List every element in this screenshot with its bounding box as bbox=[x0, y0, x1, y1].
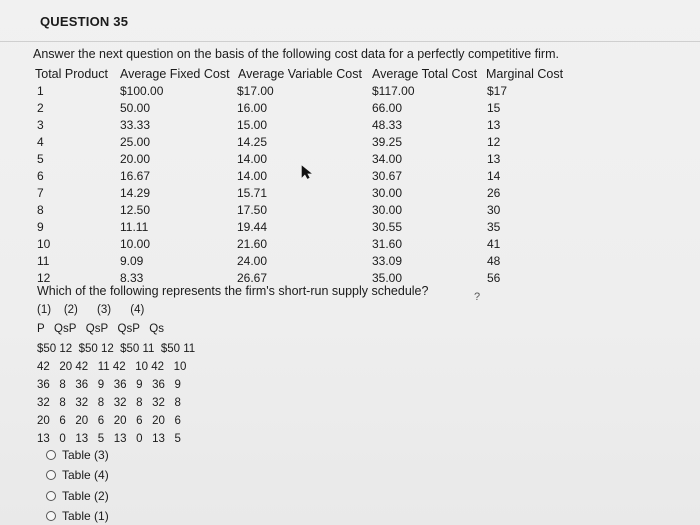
mouse-pointer-icon bbox=[301, 165, 313, 179]
cell-afc: 10.00 bbox=[120, 237, 151, 251]
question-title: QUESTION 35 bbox=[40, 14, 129, 29]
option-table-3[interactable] bbox=[46, 448, 109, 462]
schedule-line: 36 8 36 9 36 9 36 9 bbox=[37, 379, 181, 391]
schedule-line: 13 0 13 5 13 0 13 5 bbox=[37, 433, 181, 445]
cell-tp: 10 bbox=[37, 237, 51, 251]
cell-mc: 35 bbox=[487, 220, 501, 234]
header-atc: Average Total Cost bbox=[372, 67, 478, 81]
cell-tp: 7 bbox=[37, 186, 44, 200]
cell-mc: 13 bbox=[487, 118, 501, 132]
cell-mc: 14 bbox=[487, 169, 501, 183]
table-row bbox=[0, 84, 700, 101]
table-row bbox=[0, 254, 700, 271]
cell-afc: 25.00 bbox=[120, 135, 151, 149]
radio-button[interactable] bbox=[46, 450, 56, 460]
cell-tp: 12 bbox=[37, 271, 51, 285]
cell-atc: 33.09 bbox=[372, 254, 403, 268]
cell-afc: 20.00 bbox=[120, 152, 151, 166]
cell-afc: 12.50 bbox=[120, 203, 151, 217]
cell-atc: 35.00 bbox=[372, 271, 403, 285]
cell-mc: 13 bbox=[487, 152, 501, 166]
header-mc: Marginal Cost bbox=[486, 67, 564, 81]
cell-avc: 17.50 bbox=[237, 203, 268, 217]
option-table-1[interactable] bbox=[46, 509, 109, 523]
table-row bbox=[0, 237, 700, 254]
radio-button[interactable] bbox=[46, 470, 56, 480]
cell-atc: 34.00 bbox=[372, 152, 403, 166]
cell-atc: 30.55 bbox=[372, 220, 403, 234]
schedule-line: (1) (2) (3) (4) bbox=[37, 304, 145, 316]
cell-atc: 30.67 bbox=[372, 169, 403, 183]
cell-tp: 5 bbox=[37, 152, 44, 166]
table-row bbox=[0, 101, 700, 118]
header-total-product: Total Product bbox=[35, 67, 108, 81]
table-row bbox=[0, 169, 700, 186]
question-text: Which of the following represents the firm's short-run supply schedule? bbox=[37, 284, 429, 298]
cell-tp: 4 bbox=[37, 135, 44, 149]
cell-avc: 14.00 bbox=[237, 152, 268, 166]
cell-atc: 66.00 bbox=[372, 101, 403, 115]
cell-atc: 30.00 bbox=[372, 203, 403, 217]
question-prompt: Answer the next question on the basis of the following cost data for a perfectly competitive firm. bbox=[33, 47, 559, 61]
cell-afc: 8.33 bbox=[120, 271, 144, 285]
cell-atc: $117.00 bbox=[372, 84, 415, 98]
cell-avc: 15.00 bbox=[237, 118, 268, 132]
cell-afc: $100.00 bbox=[120, 84, 164, 98]
option-label: Table (4) bbox=[62, 468, 109, 482]
cell-avc: 14.00 bbox=[237, 169, 268, 183]
cell-tp: 2 bbox=[37, 101, 44, 115]
table-row bbox=[0, 135, 700, 152]
cell-tp: 11 bbox=[37, 254, 50, 268]
radio-button[interactable] bbox=[46, 491, 56, 501]
cell-afc: 9.09 bbox=[120, 254, 144, 268]
header-afc: Average Fixed Cost bbox=[120, 67, 230, 81]
schedule-line: $50 12 $50 12 $50 11 $50 11 bbox=[37, 343, 196, 355]
cell-afc: 14.29 bbox=[120, 186, 151, 200]
table-row bbox=[0, 118, 700, 135]
schedule-line: 42 20 42 11 42 10 42 10 bbox=[37, 361, 187, 373]
cell-atc: 30.00 bbox=[372, 186, 403, 200]
schedule-line: 32 8 32 8 32 8 32 8 bbox=[37, 397, 181, 409]
table-row bbox=[0, 152, 700, 169]
option-label: Table (2) bbox=[62, 489, 109, 503]
cell-tp: 9 bbox=[37, 220, 44, 234]
cell-tp: 3 bbox=[37, 118, 44, 132]
cell-afc: 16.67 bbox=[120, 169, 151, 183]
option-table-2[interactable] bbox=[46, 489, 109, 503]
cell-mc: 12 bbox=[487, 135, 501, 149]
cell-tp: 1 bbox=[37, 84, 44, 98]
cell-avc: 14.25 bbox=[237, 135, 268, 149]
cell-avc: 26.67 bbox=[237, 271, 268, 285]
cell-mc: 48 bbox=[487, 254, 501, 268]
cell-mc: 26 bbox=[487, 186, 501, 200]
header-avc: Average Variable Cost bbox=[238, 67, 362, 81]
table-row bbox=[0, 203, 700, 220]
cell-afc: 11.11 bbox=[120, 220, 149, 234]
option-label: Table (1) bbox=[62, 509, 109, 523]
cell-mc: 56 bbox=[487, 271, 501, 285]
cell-tp: 8 bbox=[37, 203, 44, 217]
cell-atc: 39.25 bbox=[372, 135, 403, 149]
radio-button[interactable] bbox=[46, 511, 56, 521]
cell-avc: 24.00 bbox=[237, 254, 268, 268]
cell-avc: 19.44 bbox=[237, 220, 268, 234]
option-table-4[interactable] bbox=[46, 468, 109, 482]
cell-afc: 50.00 bbox=[120, 101, 151, 115]
cell-avc: $17.00 bbox=[237, 84, 274, 98]
cell-afc: 33.33 bbox=[120, 118, 151, 132]
table-row bbox=[0, 220, 700, 237]
cell-avc: 15.71 bbox=[237, 186, 268, 200]
schedule-line: P QsP QsP QsP Qs bbox=[37, 323, 164, 335]
cell-tp: 6 bbox=[37, 169, 44, 183]
cell-mc: 30 bbox=[487, 203, 501, 217]
cell-avc: 16.00 bbox=[237, 101, 268, 115]
cell-mc: 41 bbox=[487, 237, 501, 251]
schedule-line: 20 6 20 6 20 6 20 6 bbox=[37, 415, 181, 427]
question-mark: ? bbox=[474, 291, 481, 303]
divider bbox=[0, 41, 700, 42]
cell-mc: 15 bbox=[487, 101, 501, 115]
cell-avc: 21.60 bbox=[237, 237, 268, 251]
table-row bbox=[0, 186, 700, 203]
cell-atc: 48.33 bbox=[372, 118, 403, 132]
option-label: Table (3) bbox=[62, 448, 109, 462]
cell-atc: 31.60 bbox=[372, 237, 403, 251]
cell-mc: $17 bbox=[487, 84, 508, 98]
